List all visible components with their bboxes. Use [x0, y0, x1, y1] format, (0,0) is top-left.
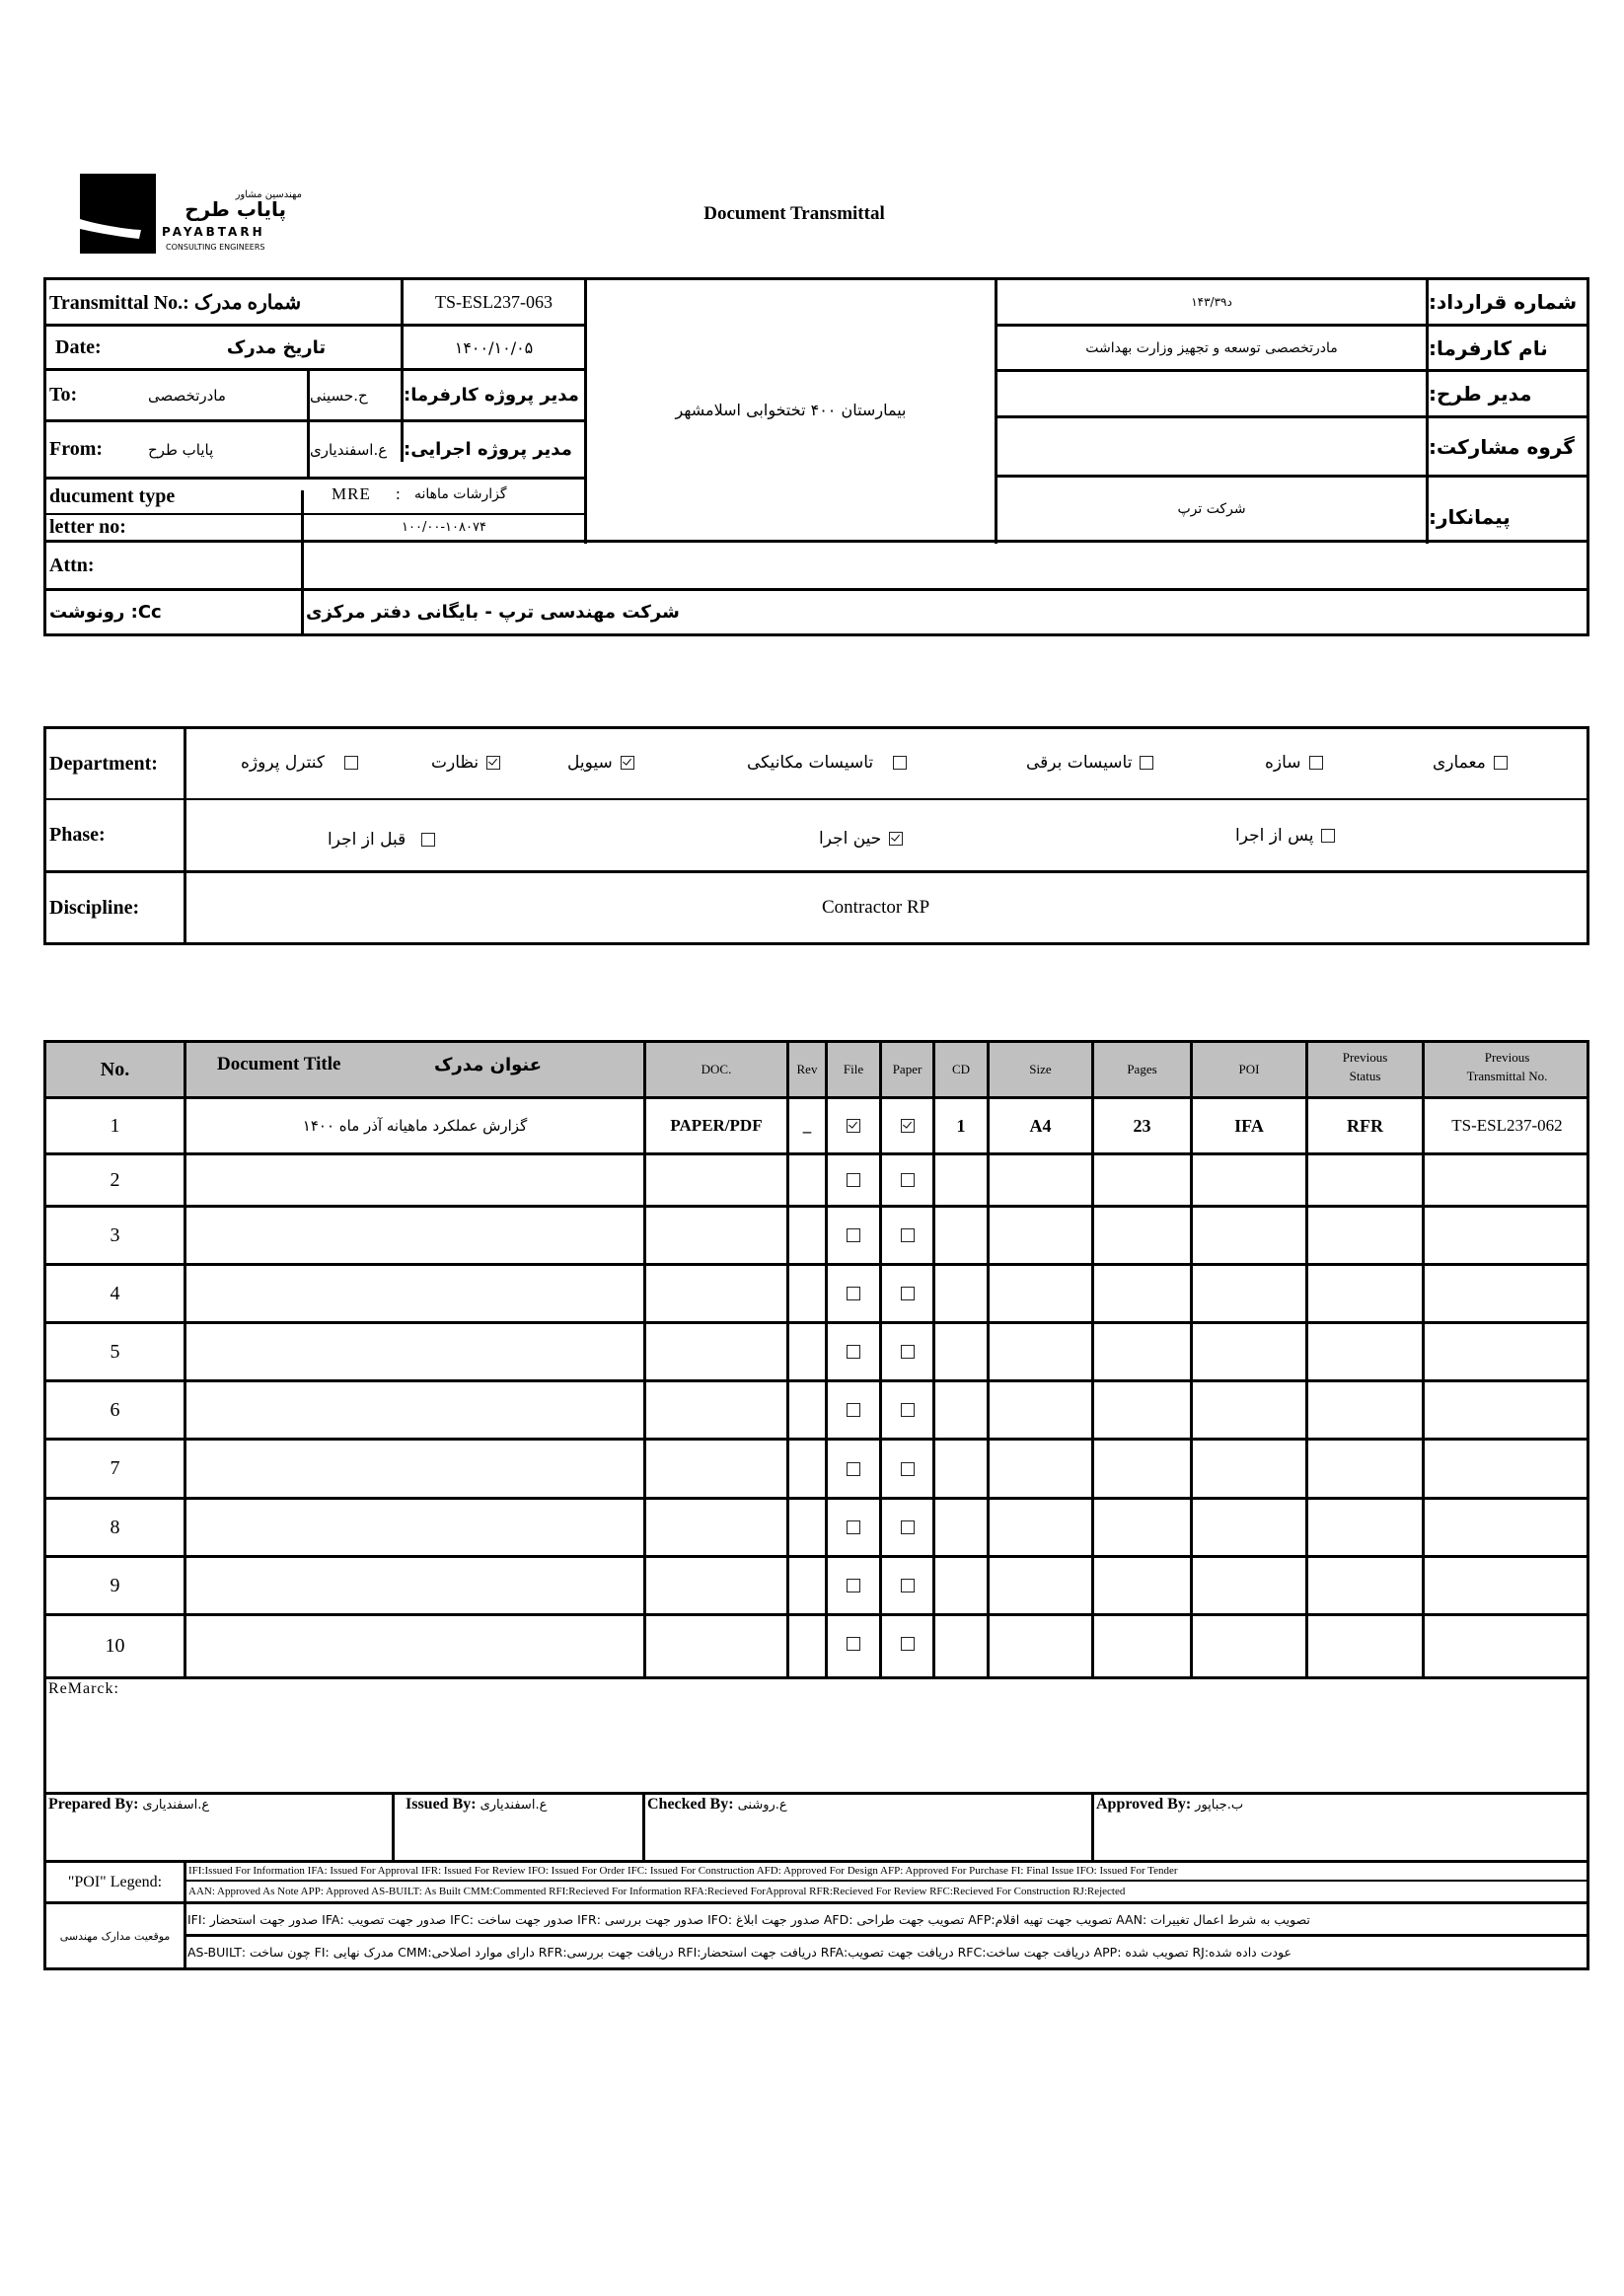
- plan-manager-label: مدیر طرح:: [1429, 382, 1532, 406]
- row-4-paper-checkbox[interactable]: [901, 1287, 915, 1300]
- transmittal-no-value: TS-ESL237-063: [435, 291, 553, 312]
- poi-legend-line-2: AAN: Approved As Note APP: Approved AS-BUILT: As Built CMM:Commented RFI:Recieved For Information RFA:Recieved ForApproval RFR:Recieved For Review RFC:Recieved For Construction RJ:Rejected: [188, 1886, 1126, 1897]
- row-6-paper-checkbox[interactable]: [901, 1403, 915, 1417]
- cc-label: Cc: رونوشت: [49, 602, 162, 623]
- company-name-fa: پایاب طرح: [185, 197, 286, 221]
- remark-label: ReMarck:: [48, 1680, 119, 1697]
- date-label-fa: تاریخ مدرک: [226, 336, 327, 358]
- row-10-file-checkbox[interactable]: [847, 1637, 860, 1651]
- row-1-title[interactable]: گزارش عملکرد ماهیانه آذر ماه ۱۴۰۰: [302, 1117, 528, 1135]
- col-header-doc: DOC.: [701, 1062, 732, 1076]
- row-2-paper-checkbox[interactable]: [901, 1173, 915, 1187]
- company-logo-mark: [80, 174, 156, 254]
- row-2-file-cell: [828, 1155, 879, 1205]
- row-1-cd: 1: [956, 1115, 966, 1136]
- checkbox[interactable]: [893, 756, 907, 770]
- plan-manager-value: [997, 372, 1426, 415]
- department-option-electrical[interactable]: تاسیسات برقی: [1026, 753, 1153, 773]
- row-7-file-checkbox[interactable]: [847, 1462, 860, 1476]
- col-header-title-fa: عنوان مدرک: [434, 1054, 543, 1075]
- letter-no-value: ۱۰۰/۰۰-۱۰۸۰۷۴: [402, 520, 486, 535]
- checkbox[interactable]: [344, 756, 358, 770]
- row-3-paper-cell: [882, 1208, 932, 1263]
- col-header-paper: Paper: [892, 1062, 923, 1076]
- employer-label: نام کارفرما:: [1429, 335, 1548, 360]
- col-header-poi: POI: [1238, 1062, 1260, 1076]
- contract-no-label: شماره قرارداد:: [1429, 290, 1578, 314]
- document-type-label: ducument type: [49, 484, 176, 507]
- row-6-file-cell: [828, 1382, 879, 1438]
- row-6-no: 6: [110, 1398, 120, 1421]
- row-9-file-cell: [828, 1558, 879, 1613]
- col-header-no: No.: [100, 1058, 130, 1080]
- checkbox-checked[interactable]: [889, 832, 903, 846]
- col-header-rev: Rev: [796, 1062, 818, 1076]
- row-9-no: 9: [110, 1574, 120, 1596]
- department-option-supervision[interactable]: نظارت: [431, 753, 500, 773]
- checkbox-checked[interactable]: [621, 756, 634, 770]
- row-10-paper-cell: [882, 1616, 932, 1671]
- row-4-paper-cell: [882, 1266, 932, 1321]
- partner-group-value: [997, 418, 1426, 475]
- issued-by-name: ع.اسفندیاری: [480, 1798, 548, 1813]
- row-9-paper-cell: [882, 1558, 932, 1613]
- remark-value[interactable]: [48, 1705, 1578, 1784]
- transmittal-no-label: Transmittal No.: شماره مدرک: [49, 291, 302, 314]
- logo-swoosh-icon: [80, 174, 156, 254]
- from-value: پایاب طرح: [148, 440, 214, 459]
- contractor-value: شرکت ترپ: [1177, 500, 1246, 517]
- phase-option-during[interactable]: حین اجرا: [819, 829, 903, 849]
- company-name-fa-small: مهندسین مشاور: [235, 189, 302, 200]
- row-7-no: 7: [110, 1457, 120, 1479]
- row-1-poi: IFA: [1234, 1115, 1264, 1136]
- from-role-label: مدیر پروژه اجرایی:: [404, 439, 572, 460]
- prepared-by-name: ع.اسفندیاری: [142, 1798, 210, 1813]
- approved-by-name: ب.جباپور: [1195, 1798, 1244, 1813]
- prepared-by: Prepared By: ع.اسفندیاری: [48, 1796, 210, 1813]
- row-2-paper-cell: [882, 1155, 932, 1205]
- approved-by: Approved By: ب.جباپور: [1096, 1796, 1244, 1813]
- attn-value: [306, 543, 1584, 588]
- from-person: ع.اسفندیاری: [310, 440, 388, 459]
- contractor-label: پیمانکار:: [1429, 504, 1511, 529]
- col-header-pages: Pages: [1127, 1062, 1157, 1076]
- row-3-file-checkbox[interactable]: [847, 1228, 860, 1242]
- row-1-file-checkbox[interactable]: [847, 1119, 860, 1133]
- employer-value: مادرتخصصی توسعه و تجهیز وزارت بهداشت: [1085, 339, 1338, 356]
- row-5-paper-checkbox[interactable]: [901, 1345, 915, 1359]
- row-8-file-cell: [828, 1500, 879, 1555]
- department-option-civil[interactable]: سیویل: [567, 753, 634, 773]
- row-1-paper-checkbox[interactable]: [901, 1119, 915, 1133]
- row-3-paper-checkbox[interactable]: [901, 1228, 915, 1242]
- row-8-paper-checkbox[interactable]: [901, 1520, 915, 1534]
- row-3-file-cell: [828, 1208, 879, 1263]
- row-1-previous-transmittal: TS-ESL237-062: [1451, 1116, 1563, 1135]
- checkbox[interactable]: [1494, 756, 1508, 770]
- row-1-pages: 23: [1133, 1115, 1151, 1136]
- row-9-file-checkbox[interactable]: [847, 1579, 860, 1592]
- date-value: ۱۴۰۰/۱۰/۰۵: [454, 337, 534, 357]
- col-header-size: Size: [1029, 1062, 1052, 1076]
- row-8-file-checkbox[interactable]: [847, 1520, 860, 1534]
- document-type-code: MRE: [332, 484, 371, 503]
- col-header-title-en: Document Title: [217, 1054, 341, 1074]
- row-2-file-checkbox[interactable]: [847, 1173, 860, 1187]
- department-label: Department:: [49, 752, 158, 775]
- signatures-block: [43, 1792, 1589, 1863]
- row-1-file-cell: [828, 1099, 879, 1152]
- company-tagline: CONSULTING ENGINEERS: [166, 243, 265, 252]
- row-2-no: 2: [110, 1168, 120, 1191]
- row-8-paper-cell: [882, 1500, 932, 1555]
- to-label: To:: [49, 384, 78, 406]
- col-header-cd: CD: [951, 1062, 971, 1076]
- row-5-file-cell: [828, 1324, 879, 1379]
- company-name-en: PAYABTARH: [162, 225, 265, 239]
- project-name: بیمارستان ۴۰۰ تختخوابی اسلامشهر: [675, 401, 907, 419]
- row-6-file-checkbox[interactable]: [847, 1403, 860, 1417]
- letter-no-label: letter no:: [49, 516, 126, 538]
- row-10-paper-checkbox[interactable]: [901, 1637, 915, 1651]
- to-role-label: مدیر پروژه کارفرما:: [404, 385, 579, 406]
- poi-legend-label: "POI" Legend:: [67, 1873, 163, 1890]
- department-option-architecture[interactable]: معماری: [1433, 753, 1508, 773]
- row-4-file-checkbox[interactable]: [847, 1287, 860, 1300]
- row-1-paper-cell: [882, 1099, 932, 1152]
- row-5-no: 5: [110, 1340, 120, 1363]
- checkbox[interactable]: [1140, 756, 1153, 770]
- checked-by: Checked By: ع.روشنی: [647, 1796, 787, 1813]
- attn-label: Attn:: [49, 554, 95, 576]
- checkbox[interactable]: [1321, 829, 1335, 843]
- phase-option-before[interactable]: قبل از اجرا: [328, 830, 435, 850]
- row-4-no: 4: [110, 1282, 120, 1304]
- row-1-size: A4: [1029, 1115, 1052, 1136]
- row-3-no: 3: [110, 1223, 120, 1246]
- poi-legend-fa-label: موقعیت مدارک مهندسی: [59, 1929, 171, 1943]
- row-7-paper-cell: [882, 1441, 932, 1497]
- col-header-file: File: [843, 1062, 864, 1076]
- page-title: Document Transmittal: [703, 203, 885, 224]
- to-person: ح.حسینی: [310, 386, 368, 405]
- to-value: مادرتخصصی: [148, 386, 226, 405]
- row-4-file-cell: [828, 1266, 879, 1321]
- poi-legend-fa-line-1: تصویب به شرط اعمال تغییرات :AAN تصویب جهت تهیه اقلام:AFP تصویب جهت طراحی :AFD صدور جهت ابلاغ :IFO صدور جهت بررسی :IFR صدور جهت ساخت :IFC صدور جهت تصویب :IFA صدور جهت استحضار :IFI: [187, 1911, 1310, 1927]
- document-type-value: گزارشات ماهانه: [414, 486, 507, 502]
- row-7-paper-checkbox[interactable]: [901, 1462, 915, 1476]
- poi-legend-line-1: IFI:Issued For Information IFA: Issued For Approval IFR: Issued For Review IFO: Issued For Order IFC: Issued For Construction AFD: Approved For Design AFP: Approved For Purchase FI: Final Issue IFO: Issued For Tender: [188, 1865, 1178, 1877]
- checkbox[interactable]: [421, 833, 435, 847]
- partner-group-label: گروه مشارکت:: [1429, 434, 1575, 459]
- row-1-rev: _: [802, 1116, 812, 1135]
- department-option-mechanical[interactable]: تاسیسات مکانیکی: [747, 753, 907, 773]
- row-9-paper-checkbox[interactable]: [901, 1579, 915, 1592]
- row-5-file-checkbox[interactable]: [847, 1345, 860, 1359]
- issued-by: Issued By: ع.اسفندیاری: [406, 1796, 548, 1813]
- discipline-label: Discipline:: [49, 896, 140, 919]
- row-8-no: 8: [110, 1516, 120, 1538]
- row-10-no: 10: [105, 1635, 125, 1657]
- row-5-paper-cell: [882, 1324, 932, 1379]
- from-label: From:: [49, 438, 104, 460]
- phase-option-after[interactable]: پس از اجرا: [1235, 826, 1335, 846]
- row-1-doc: PAPER/PDF: [670, 1116, 763, 1135]
- department-option-structure[interactable]: سازه: [1265, 753, 1323, 773]
- poi-legend-fa-line-2: عودت داده شده:RJ تصویب شده :APP دریافت جهت ساخت:RFC دریافت جهت تصویب:RFA دریافت جهت استحضار:RFI دریافت جهت بررسی:RFR دارای موارد اصلاحی:CMM مدرک نهایی :FI چون ساخت :AS-BUILT: [187, 1945, 1292, 1960]
- department-option-project-control[interactable]: کنترل پروژه: [241, 753, 358, 773]
- row-1-no: 1: [110, 1114, 120, 1137]
- cc-value: شرکت مهندسی ترپ - بایگانی دفتر مرکزی: [306, 602, 680, 623]
- row-1-previous-status: RFR: [1347, 1115, 1383, 1136]
- row-10-file-cell: [828, 1616, 879, 1671]
- col-header-previous-status: Previous Status: [1342, 1050, 1388, 1083]
- row-7-file-cell: [828, 1441, 879, 1497]
- col-header-previous-transmittal: Previous Transmittal No.: [1466, 1050, 1548, 1083]
- phase-label: Phase:: [49, 824, 106, 846]
- checked-by-name: ع.روشنی: [737, 1798, 787, 1813]
- date-label: Date:: [55, 335, 102, 358]
- document-type-separator: :: [396, 484, 401, 503]
- checkbox[interactable]: [1309, 756, 1323, 770]
- row-6-paper-cell: [882, 1382, 932, 1438]
- discipline-value: Contractor RP: [822, 897, 930, 918]
- contract-no-value: ۱۴۳/۳۹د: [1191, 295, 1232, 309]
- checkbox-checked[interactable]: [486, 756, 500, 770]
